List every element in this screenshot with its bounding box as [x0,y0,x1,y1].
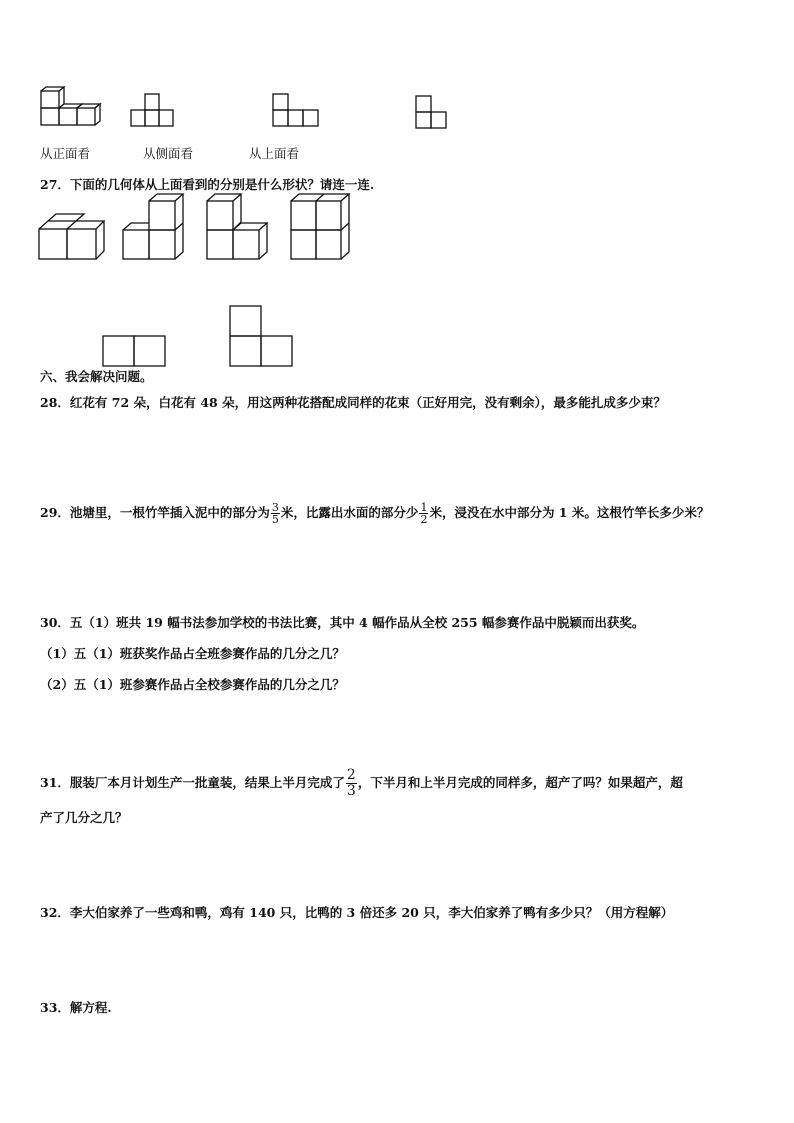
fraction-2-3: $\frac{2}{3}$ [346,767,356,799]
question-number: 31． [40,775,70,790]
label-front-view: 从正面看 [40,146,91,161]
view-top-drawing [415,96,449,130]
question-29 [40,496,709,530]
fraction-1-2: $\frac{1}{2}$ [420,501,428,526]
question-number: 27． [40,177,70,192]
question-text-part3: 米，浸没在水中部分为 1 米。这根竹竿长多少米？ [429,505,710,520]
question-28 [40,395,666,411]
solid-4 [290,200,354,262]
question-text: 下面的几何体从上面看到的分别是什么形状？请连一连. [69,177,375,192]
question-number: 32． [40,905,70,920]
question-number: 29． [40,505,70,520]
view-side-drawing [272,94,320,128]
label-top-view: 从上面看 [249,146,300,161]
question-text: 解方程. [69,1000,112,1015]
view-front-drawing [130,94,176,128]
label-side-view: 从侧面看 [143,146,194,161]
top-view-option-1 [102,335,166,367]
question-30 [40,615,644,631]
section-title: 六、我会解决问题。 [40,369,153,384]
question-30-sub-2: （2）五（1）班参赛作品占全校参赛作品的几分之几？ [40,677,345,692]
question-32 [40,905,673,921]
question-text: 李大伯家养了一些鸡和鸭，鸡有 140 只，比鸭的 3 倍还多 20 只，李大伯家养了鸭有多少只？（用方程解） [69,905,674,920]
solid-3 [206,200,270,262]
question-number: 28． [40,395,70,410]
question-30-sub-1: （1）五（1）班获奖作品占全班参赛作品的几分之几？ [40,646,345,661]
view-drawing-3d [40,88,100,128]
question-text-part1: 服装厂本月计划生产一批童装，结果上半月完成了 [69,775,345,790]
top-view-option-2 [229,305,293,367]
question-text: 红花有 72 朵，白花有 48 朵，用这两种花搭配成同样的花束（正好用完，没有剩余），最多能扎成多少束？ [69,395,666,410]
question-text-part2: ，下半月和上半月完成的同样多，超产了吗？如果超产，超 [357,775,683,790]
question-number: 33． [40,1000,70,1015]
question-33 [40,1000,112,1016]
question-27 [40,177,374,193]
question-31-line-2: 产了几分之几？ [40,810,128,825]
solid-1 [38,218,102,262]
fraction-3-5: $\frac{3}{5}$ [271,501,279,526]
solid-2 [122,200,186,262]
question-text-part2: 米，比露出水面的部分少 [280,505,419,520]
question-text: 五（1）班共 19 幅书法参加学校的书法比赛，其中 4 幅作品从全校 255 幅参赛作品中脱颖而出获奖。 [69,615,645,630]
question-number: 30． [40,615,70,630]
question-text-part1: 池塘里，一根竹竿插入泥中的部分为 [69,505,270,520]
question-31 [40,764,683,802]
